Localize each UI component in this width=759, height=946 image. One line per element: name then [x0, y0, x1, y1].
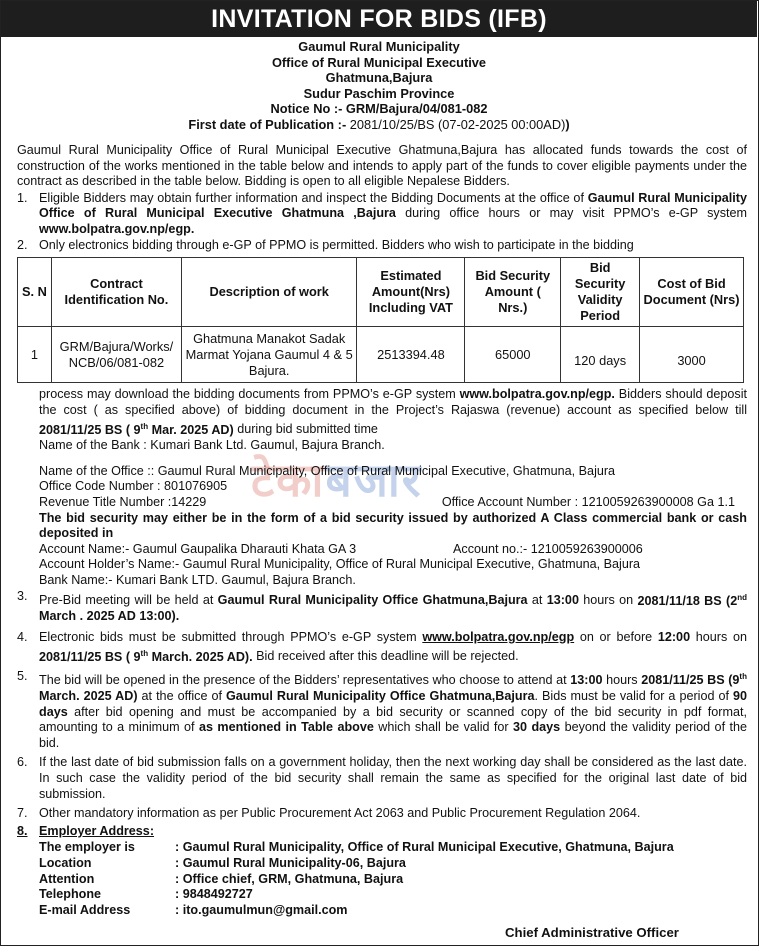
cont-text-c: Bidders should deposit the cost ( as specified above) of bidding document in the Project’s Rajaswa (revenue) account as specified below till [39, 387, 748, 417]
org-line-3: Ghatmuna,Bajura [325, 70, 433, 86]
notice-body [17, 143, 747, 918]
cont-text-f: during bid submitted time [233, 422, 378, 437]
cont-text-a: process may download the bidding documents from PPMO’s e-GP system [39, 387, 460, 402]
signoff-title: Chief Administrative Officer [505, 925, 679, 940]
header-sn: S. N [18, 258, 52, 327]
item-5-amount-ref: as mentioned in Table above [198, 720, 374, 735]
bid-table [17, 257, 744, 383]
item-3-text-c: at [527, 593, 547, 608]
email-value[interactable]: : ito.gaumulmun@gmail.com [175, 902, 348, 917]
email-row [39, 903, 747, 919]
cell-description: Ghatmuna Manakot Sadak Marmat Yojana Gaumul 4 & 5 Bajura. [181, 327, 357, 383]
account-row [39, 542, 747, 558]
revenue-title: Revenue Title Number :14229 [39, 494, 207, 509]
item-1-text-a: Eligible Bidders may obtain further information and inspect the Bidding Documents at the office of [39, 190, 588, 205]
item-5-number: 5. [17, 669, 28, 684]
intro-paragraph: Gaumul Rural Municipality Office of Rural Municipal Executive Ghatmuna,Bajura has allocated funds towards the cost of construction of the works mentioned in the table below and intends to apply part of the funds to cover eligible payments under the contract as described in the table below. Bidding is open to all eligible Nepalese Bidders. [17, 143, 747, 189]
account-holder: Account Holder’s Name:- Gaumul Rural Municipality, Office of Rural Municipal Executive, Ghatmuna, Bajura [39, 557, 641, 572]
attention-row [39, 872, 747, 888]
publication-close: ) [565, 116, 570, 132]
item-1-link: www.bolpatra.gov.np/egp. [39, 221, 195, 236]
bank-name: Name of the Bank : Kumari Bank Ltd. Gaumul, Bajura Branch. [39, 438, 385, 453]
attention-value: : Office chief, GRM, Ghatmuna, Bajura [175, 871, 404, 886]
cell-estimated-amount: 2513394.48 [357, 327, 465, 383]
item-1 [17, 191, 747, 238]
cont-deadline-a: 2081/11/25 BS ( 9 [39, 422, 141, 437]
item-5-text-a: The bid will be opened in the presence of the Bidders’ representatives who choose to attend at [39, 673, 571, 688]
cell-validity: 120 days [561, 327, 640, 383]
item-3-text-e: hours on [578, 593, 638, 608]
location-key: Location [39, 855, 92, 870]
header-validity: Bid Security Validity Period [561, 258, 640, 327]
notice-label: Notice No :- [270, 101, 346, 117]
item-3-date-b: March . 2025 AD 13:00). [39, 609, 180, 624]
item-7-text: Other mandatory information as per Public Procurement Act 2063 and Public Procurement Regulation 2064. [39, 806, 641, 821]
telephone-key: Telephone [39, 887, 102, 902]
item-4-link[interactable]: www.bolpatra.gov.np/egp [422, 629, 575, 644]
item-5-date-sup: th [739, 672, 747, 682]
employer-row [39, 840, 747, 856]
item-5-date-b: March. 2025 AD) [39, 689, 138, 703]
item-7-number: 7. [17, 806, 28, 821]
item-5-text-f: at the office of [137, 689, 226, 703]
item-5-text-l: which shall be valid for [373, 720, 514, 735]
cont-link: www.bolpatra.gov.np/egp. [459, 387, 615, 402]
publication-value: 2081/10/25/BS (07-02-2025 00:00AD) [349, 116, 566, 132]
item-5-text-h: . Bids must be valid for a period of [534, 689, 733, 703]
header-estimated-amount: Estimated Amount(Nrs) Including VAT [357, 258, 465, 327]
cell-sn: 1 [18, 327, 52, 383]
item-3-office: Gaumul Rural Municipality Office Ghatmuna,Bajura [217, 593, 528, 608]
item-5-text-n: beyond the validity period of the bid. [39, 720, 747, 750]
employer-address [17, 840, 747, 918]
email-key: E-mail Address [39, 902, 131, 917]
item-3-date-sup: nd [737, 592, 747, 602]
item-4 [17, 630, 747, 665]
employer-key: The employer is [39, 840, 135, 855]
publication-date [1, 117, 757, 133]
location-row [39, 856, 747, 872]
item-2-number: 2. [17, 237, 28, 252]
table-row [18, 327, 744, 383]
watermark-part-b: बजार [325, 453, 423, 507]
org-line-1: Gaumul Rural Municipality [298, 39, 460, 54]
item-5-office: Gaumul Rural Municipality Office Ghatmuna,Bajura [225, 689, 535, 703]
office-code: Office Code Number : 801076905 [39, 479, 228, 494]
item-1-text-c: during office hours or may visit PPMO’s e-GP system [395, 206, 747, 221]
item-4-text-a: Electronic bids must be submitted through PPMO’s e-GP system [39, 629, 423, 644]
org-line-4: Sudur Paschim Province [303, 85, 455, 101]
watermark-part-a: टेका [251, 453, 326, 507]
employer-value: : Gaumul Rural Municipality, Office of Rural Municipal Executive, Ghatmuna, Bajura [175, 840, 674, 855]
item-5-extra-days: 30 days [513, 720, 561, 735]
item-3-number: 3. [17, 589, 28, 604]
item-4-date-sup: th [140, 648, 149, 658]
item-8-number: 8. [17, 823, 28, 838]
item-5-validity: 90 days [39, 689, 747, 719]
item-3 [17, 589, 747, 624]
location-value: : Gaumul Rural Municipality-06, Bajura [175, 855, 406, 870]
office-account: Office Account Number : 1210059263900008 Ga 1.1 [441, 494, 735, 509]
item-6-number: 6. [17, 755, 28, 770]
account-number: Account no.:- 1210059263900006 [453, 541, 643, 556]
item-4-date [39, 650, 253, 664]
item-8 [17, 824, 747, 840]
item-4-date-a: 2081/11/25 BS ( 9 [39, 649, 141, 664]
item-4-time: 12:00 [657, 629, 691, 644]
item-6-text: If the last date of bid submission falls on a government holiday, then the next working day shall be considered as the last date. In such case the validity period of the bid security shall remain the same as specified for the original last date of bid submission. [39, 755, 747, 801]
bid-security-note: The bid security may either be in the form of a bid security issued by authorized A Class commercial bank or cash deposited in [39, 510, 747, 541]
cell-doc-cost: 3000 [640, 327, 744, 383]
notice-banner: INVITATION FOR BIDS (IFB) [1, 1, 757, 37]
notice-number [1, 101, 757, 117]
bank-name-2: Bank Name:- Kumari Bank LTD. Gaumul, Bajura Branch. [39, 572, 356, 587]
header-contract-id: Contract Identification No. [51, 258, 181, 327]
table-header-row [18, 258, 744, 327]
item-5-text-j: after bid opening and must be accompanied by a bid security or scanned copy of the bid security in pdf format, amounting to a minimum of [39, 704, 747, 735]
item-3-time: 13:00 [546, 593, 579, 608]
cont-deadline-b: Mar. 2025 AD) [148, 422, 234, 437]
item-3-text-a: Pre-Bid meeting will be held at [39, 593, 218, 608]
item-2-text: Only electronics bidding through e-GP of PPMO is permitted. Bidders who wish to participate in the bidding [39, 237, 634, 252]
cell-contract-id: GRM/Bajura/Works/ NCB/06/081-082 [51, 327, 181, 383]
header-bid-security: Bid Security Amount ( Nrs.) [465, 258, 561, 327]
office-details [17, 464, 747, 589]
cont-deadline [39, 423, 234, 437]
download-paragraph [17, 387, 747, 454]
item-4-text-e: hours on [690, 629, 747, 644]
account-name: Account Name:- Gaumul Gaupalika Dharauti Khata GA 3 [39, 541, 357, 556]
revenue-account-row [39, 495, 747, 511]
employer-address-title: Employer Address: [39, 823, 155, 838]
item-5-time: 13:00 [570, 673, 603, 688]
header-doc-cost: Cost of Bid Document (Nrs) [640, 258, 744, 327]
item-2 [17, 238, 747, 254]
item-6 [17, 755, 747, 802]
office-name: Name of the Office :: Gaumul Rural Municipality, Office of Rural Municipal Executive, Ghatmuna, Bajura [39, 463, 616, 478]
organization-header [1, 39, 757, 133]
item-1-number: 1. [17, 190, 28, 205]
item-5-text-c: hours [602, 673, 642, 688]
attention-key: Attention [39, 871, 95, 886]
item-3-date-a: 2081/11/18 BS (2 [637, 593, 738, 608]
telephone-row [39, 887, 747, 903]
item-7 [17, 806, 747, 822]
item-1-office: Gaumul Rural Municipality Office of Rural Municipal Executive Ghatmuna ,Bajura [39, 190, 748, 221]
telephone-value: : 9848492727 [175, 887, 253, 902]
notice-value: GRM/Bajura/04/081-082 [345, 101, 488, 117]
publication-label: First date of Publication :- [188, 116, 350, 132]
cont-deadline-sup: th [140, 421, 149, 431]
item-4-text-h: Bid received after this deadline will be rejected. [252, 649, 519, 664]
header-description: Description of work [181, 258, 357, 327]
item-5-date-a: 2081/11/25 BS (9 [641, 673, 740, 688]
org-line-2: Office of Rural Municipal Executive [271, 54, 487, 70]
cell-bid-security: 65000 [465, 327, 561, 383]
item-4-text-c: on or before [574, 629, 658, 644]
item-4-number: 4. [17, 629, 28, 644]
item-4-date-b: March. 2025 AD). [148, 649, 253, 664]
item-5 [17, 669, 747, 751]
